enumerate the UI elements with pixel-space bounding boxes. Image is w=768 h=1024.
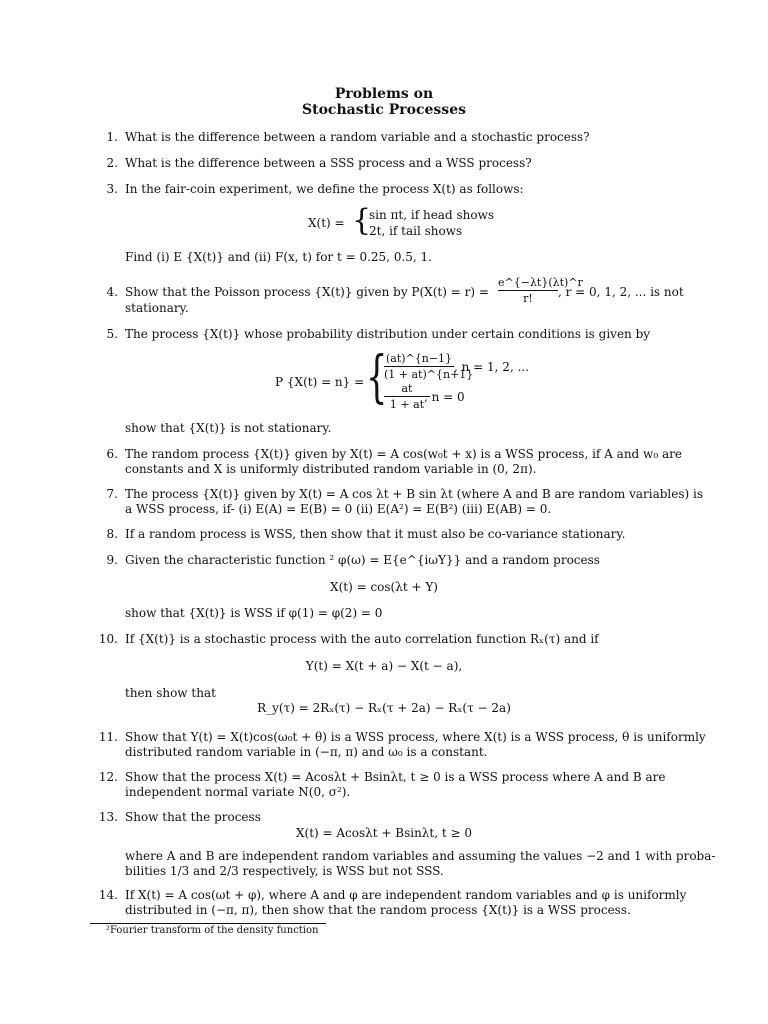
- problem-text: Find (i) E {X(t)} and (ii) F(x, t) for t = 0.25, 0.5, 1.: [125, 250, 432, 264]
- fraction: [384, 352, 474, 381]
- page-title-line1: Problems on: [334, 86, 434, 102]
- problem-number: 13.: [98, 810, 118, 824]
- problem-text: a WSS process, if- (i) E(A) = E(B) = 0 (ii) E(A²) = E(B²) (iii) E(AB) = 0.: [125, 502, 552, 516]
- problem-text: show that {X(t)} is WSS if φ(1) = φ(2) = 0: [125, 606, 383, 620]
- problem-text: What is the difference between a random variable and a stochastic process?: [125, 130, 590, 144]
- problem-number: 8.: [106, 527, 118, 541]
- fraction-denominator: r!: [523, 292, 533, 305]
- case-line: 2t, if tail shows: [369, 224, 463, 238]
- problem-number: 7.: [106, 487, 118, 501]
- fraction-numerator: at: [401, 382, 413, 395]
- problem-text: If {X(t)} is a stochastic process with the auto correlation function Rₓ(τ) and if: [125, 632, 599, 646]
- fraction-denominator: 1 + at: [389, 398, 425, 411]
- problem-text: Show that the process X(t) = Acosλt + Bsinλt, t ≥ 0 is a WSS process where A and B are: [125, 770, 666, 784]
- problem-number: 14.: [98, 888, 118, 902]
- display-equation: Y(t) = X(t + a) − X(t − a),: [305, 659, 463, 673]
- problem-text: Show that the process: [125, 810, 261, 824]
- problem-text: Show that the Poisson process {X(t)} given by P(X(t) = r) =: [125, 285, 489, 299]
- problem-text: distributed in (−π, π), then show that the random process {X(t)} is a WSS process.: [125, 903, 631, 917]
- problem-text: bilities 1/3 and 2/3 respectively, is WSS but not SSS.: [125, 864, 444, 878]
- left-brace: {: [352, 203, 372, 238]
- problem-number: 5.: [106, 327, 118, 341]
- equation-lhs: X(t) =: [308, 216, 345, 230]
- problem-text: In the fair-coin experiment, we define the process X(t) as follows:: [125, 182, 524, 196]
- case-line: , n = 1, 2, ...: [454, 360, 530, 374]
- problem-text: The random process {X(t)} given by X(t) = A cos(w₀t + x) is a WSS process, if A and w₀ are: [125, 447, 682, 461]
- problem-text: then show that: [125, 686, 216, 700]
- problem-number: 3.: [106, 182, 118, 196]
- problem-text: Given the characteristic function ² φ(ω) = E{e^{iωY}} and a random process: [125, 553, 600, 567]
- problem-number: 6.: [106, 447, 118, 461]
- problem-text: , r = 0, 1, 2, ... is not: [558, 285, 684, 299]
- problem-text: Show that Y(t) = X(t)cos(ω₀t + θ) is a WSS process, where X(t) is a WSS process, θ is uniformly: [125, 730, 706, 744]
- footnote-rule: [90, 923, 326, 924]
- display-equation: X(t) = cos(λt + Y): [330, 580, 438, 594]
- case-line: sin πt, if head shows: [369, 208, 494, 222]
- case-line: , n = 0: [424, 390, 465, 404]
- problem-text: If X(t) = A cos(ωt + φ), where A and φ are independent random variables and φ is uniformly: [125, 888, 687, 902]
- problem-text: distributed random variable in (−π, π) and ω₀ is a constant.: [125, 745, 488, 759]
- problem-number: 10.: [98, 632, 118, 646]
- left-brace: {: [366, 345, 388, 410]
- problem-text: independent normal variate N(0, σ²).: [125, 785, 351, 799]
- fraction-bar: [384, 366, 454, 367]
- page-title-line2: Stochastic Processes: [302, 102, 466, 118]
- problem-text: The process {X(t)} given by X(t) = A cos λt + B sin λt (where A and B are random variables) is: [125, 487, 703, 501]
- fraction-numerator: e^{−λt}(λt)^r: [498, 276, 583, 289]
- problem-number: 2.: [106, 156, 118, 170]
- problem-text: The process {X(t)} whose probability distribution under certain conditions is given by: [125, 327, 651, 341]
- fraction-denominator: (1 + at)^{n+1}: [384, 368, 474, 381]
- footnote: ²Fourier transform of the density function: [106, 925, 319, 936]
- problem-text: where A and B are independent random variables and assuming the values −2 and 1 with proba-: [125, 849, 716, 863]
- problem-number: 4.: [106, 285, 118, 299]
- problem-text: show that {X(t)} is not stationary.: [125, 421, 332, 435]
- fraction-numerator: (at)^{n−1}: [385, 352, 453, 365]
- problem-text: What is the difference between a SSS process and a WSS process?: [125, 156, 532, 170]
- fraction-bar: [498, 290, 558, 291]
- display-equation: R_y(τ) = 2Rₓ(τ) − Rₓ(τ + 2a) − Rₓ(τ − 2a): [257, 701, 511, 715]
- problem-text: constants and X is uniformly distributed random variable in (0, 2π).: [125, 462, 537, 476]
- equation-lhs: P {X(t) = n} =: [275, 375, 365, 389]
- fraction: [498, 276, 583, 305]
- problem-number: 12.: [98, 770, 118, 784]
- problem-text: If a random process is WSS, then show that it must also be co-variance stationary.: [125, 527, 626, 541]
- problem-text: stationary.: [125, 301, 189, 315]
- problem-number: 1.: [106, 130, 118, 144]
- problem-number: 9.: [106, 553, 118, 567]
- display-equation: X(t) = Acosλt + Bsinλt, t ≥ 0: [295, 826, 473, 840]
- problem-number: 11.: [98, 730, 118, 744]
